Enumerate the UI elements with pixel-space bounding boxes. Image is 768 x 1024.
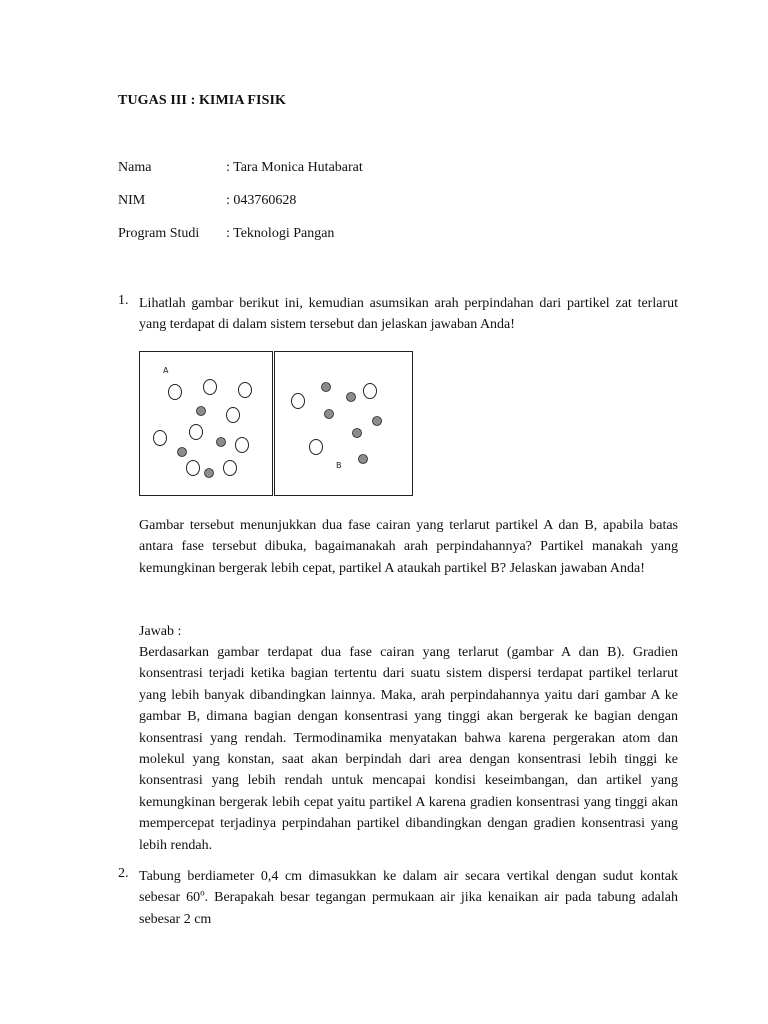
open-particle	[190, 425, 203, 440]
open-particle	[169, 385, 182, 400]
open-particle	[292, 394, 305, 409]
question-1-number: 1.	[118, 293, 129, 308]
filled-particle	[197, 407, 206, 416]
open-particle	[187, 461, 200, 476]
diffusion-figure	[139, 351, 415, 496]
info-label: Program Studi	[118, 226, 200, 241]
document-title: TUGAS III : KIMIA FISIK	[118, 93, 287, 108]
info-label: Nama	[118, 160, 152, 175]
open-particle	[364, 384, 377, 399]
phase-b-label: B	[336, 461, 342, 470]
open-particle	[227, 408, 240, 423]
answer-label: Jawab :	[139, 624, 182, 639]
diffusion-figure-svg	[139, 351, 415, 496]
question-1-detail: Gambar tersebut menunjukkan dua fase cairan yang terlarut partikel A dan B, apabila batas antara fase tersebut dibuka, bagaimanakah arah perpindahannya? Partikel manakah yang kemungkinan bergerak lebih cepat, partikel A ataukah partikel B? Jelaskan jawaban Anda!	[139, 518, 678, 576]
open-particle	[236, 438, 249, 453]
info-label: NIM	[118, 193, 146, 208]
question-1-text: Lihatlah gambar berikut ini, kemudian asumsikan arah perpindahan dari partikel zat terlarut yang terdapat di dalam sistem tersebut dan jelaskan jawaban Anda!	[139, 296, 678, 333]
info-row-program-studi	[118, 226, 618, 246]
info-value: : Teknologi Pangan	[226, 226, 335, 241]
info-row-nim	[118, 193, 618, 213]
filled-particle	[347, 393, 356, 402]
open-particle	[224, 461, 237, 476]
filled-particle	[217, 438, 226, 447]
filled-particle	[325, 410, 334, 419]
open-particle	[239, 383, 252, 398]
filled-particle	[373, 417, 382, 426]
open-particle	[204, 380, 217, 395]
filled-particle	[322, 383, 331, 392]
info-value: : 043760628	[226, 193, 297, 208]
degree-superscript: o	[200, 887, 205, 898]
info-row-nama	[118, 160, 618, 180]
open-particle	[310, 440, 323, 455]
phase-a-label: A	[163, 366, 169, 375]
info-value: : Tara Monica Hutabarat	[226, 160, 363, 175]
question-2-text-part-1: Tabung berdiameter 0,4 cm dimasukkan ke dalam air secara vertikal dengan sudut kontak sebesar 60	[139, 869, 678, 906]
phase-b-box	[275, 352, 413, 496]
question-2-text	[139, 866, 678, 930]
filled-particle	[353, 429, 362, 438]
filled-particle	[178, 448, 187, 457]
filled-particle	[205, 469, 214, 478]
question-2-text-part-2: . Berapakah besar tegangan permukaan air jika kenaikan air pada tabung adalah sebesar 2 cm	[139, 890, 678, 927]
open-particle	[154, 431, 167, 446]
answer-text: Berdasarkan gambar terdapat dua fase cairan yang terlarut (gambar A dan B). Gradien konsentrasi terjadi ketika bagian tertentu dari suatu sistem dispersi terdapat partikel terlarut yang lebih banyak dibandingkan lainnya. Maka, arah perpindahannya yaitu dari gambar A ke gambar B, dimana bagian dengan konsentrasi yang tinggi akan bergerak ke bagian dengan konsentrasi yang rendah. Termodinamika menyatakan bahwa karena pergerakan atom dan molekul yang konstan, saat akan berpindah dari area dengan konsentrasi lebih tinggi ke konsentrasi yang lebih rendah untuk mencapai kondisi keseimbangan, dan artikel yang kemungkinan bergerak lebih cepat yaitu partikel A karena gradien konsentrasi yang tinggi akan mempercepat terjadinya perpindahan partikel dibandingkan dengan gradien konsentrasi yang lebih rendah.	[139, 645, 678, 853]
filled-particle	[359, 455, 368, 464]
question-2-number: 2.	[118, 866, 129, 881]
